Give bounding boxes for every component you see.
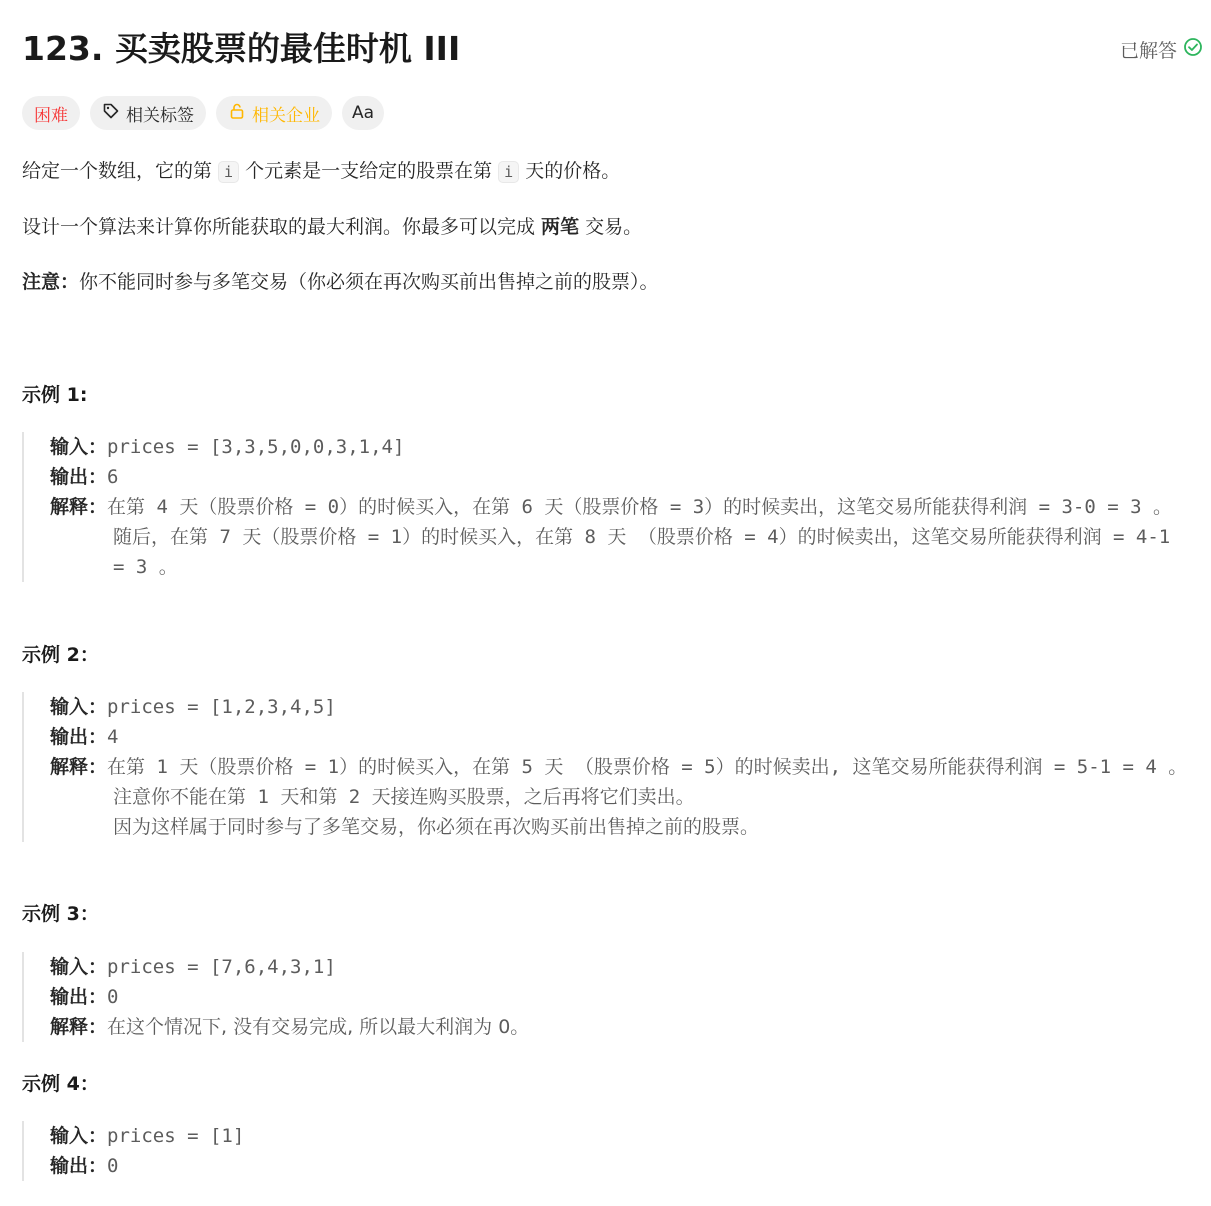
related-tags-label: 相关标签 — [126, 105, 194, 126]
solved-status — [1120, 36, 1203, 63]
note-label: 注意： — [22, 271, 80, 293]
output-label: 输出： — [50, 466, 108, 488]
note-text: 你不能同时参与多笔交易（你必须在再次购买前出售掉之前的股票）。 — [79, 271, 659, 293]
input-label: 输入： — [50, 436, 108, 458]
example-1-input: prices = [3,3,5,0,0,3,1,4] — [107, 436, 405, 458]
example-2-explanation: 在第 1 天（股票价格 = 1）的时候买入，在第 5 天 （股票价格 = 5）的时候卖出, 这笔交易所能获得利润 = 5-1 = 4 。 — [107, 756, 1188, 778]
problem-tags — [22, 96, 384, 130]
example-3-input: prices = [7,6,4,3,1] — [107, 956, 336, 978]
inline-code-i: i — [218, 161, 239, 183]
description-text: 设计一个算法来计算你所能获取的最大利润。你最多可以完成 — [22, 216, 542, 238]
example-4-input: prices = [1] — [107, 1125, 245, 1147]
description-bold: 两笔 — [541, 216, 580, 238]
example-1-explanation: 在第 4 天（股票价格 = 0）的时候买入，在第 6 天（股票价格 = 3）的时候卖出，这笔交易所能获得利润 = 3-0 = 3 。 — [107, 496, 1172, 518]
description-text: 个元素是一支给定的股票在第 — [239, 160, 499, 182]
problem-title: 123. 买卖股票的最佳时机 III — [22, 29, 461, 68]
input-label: 输入： — [50, 696, 108, 718]
solved-status-label: 已解答 — [1119, 40, 1177, 62]
related-companies-label: 相关企业 — [252, 105, 320, 126]
output-label: 输出： — [50, 986, 108, 1008]
tag-icon — [102, 102, 120, 125]
example-3-title: 示例 3： — [22, 903, 99, 925]
related-tags-button[interactable] — [90, 96, 206, 130]
example-4-block — [22, 1121, 1192, 1181]
translate-icon: Aa — [352, 103, 375, 123]
input-label: 输入： — [50, 1125, 108, 1147]
example-3-output: 0 — [107, 986, 119, 1008]
example-1-block — [22, 432, 1192, 582]
explanation-label: 解释： — [50, 756, 108, 778]
difficulty-badge — [22, 96, 80, 130]
example-1-title: 示例 1: — [22, 384, 88, 406]
example-3-explanation: 在这个情况下, 没有交易完成, 所以最大利润为 0。 — [107, 1016, 530, 1038]
inline-code-i: i — [498, 161, 519, 183]
example-4-title: 示例 4： — [22, 1073, 99, 1095]
example-1-extra: 随后，在第 7 天（股票价格 = 1）的时候买入，在第 8 天 （股票价格 = 4）的时候卖出，这笔交易所能获得利润 = 4-1 = 3 。 — [113, 526, 1182, 578]
description-text: 给定一个数组，它的第 — [22, 160, 219, 182]
example-2-output: 4 — [107, 726, 119, 748]
example-2-extra: 因为这样属于同时参与了多笔交易，你必须在再次购买前出售掉之前的股票。 — [113, 816, 760, 838]
input-label: 输入： — [50, 956, 108, 978]
output-label: 输出： — [50, 726, 108, 748]
example-1-output: 6 — [107, 466, 119, 488]
example-2-title: 示例 2： — [22, 644, 99, 666]
difficulty-label: 困难 — [34, 105, 68, 126]
example-3-block — [22, 952, 1192, 1042]
example-2-extra: 注意你不能在第 1 天和第 2 天接连购买股票，之后再将它们卖出。 — [113, 786, 695, 808]
explanation-label: 解释： — [50, 496, 108, 518]
description-paragraph-2 — [22, 213, 642, 241]
explanation-label: 解释： — [50, 1016, 108, 1038]
lock-icon — [228, 102, 246, 125]
example-2-input: prices = [1,2,3,4,5] — [107, 696, 336, 718]
related-companies-button[interactable] — [216, 96, 332, 130]
description-note — [22, 268, 659, 296]
example-2-block — [22, 692, 1192, 842]
description-paragraph-1 — [22, 157, 620, 186]
check-circle-icon — [1183, 37, 1203, 62]
output-label: 输出： — [50, 1155, 108, 1177]
translate-button[interactable] — [342, 96, 384, 130]
description-text: 天的价格。 — [519, 160, 621, 182]
description-text: 交易。 — [579, 216, 643, 238]
example-4-output: 0 — [107, 1155, 119, 1177]
